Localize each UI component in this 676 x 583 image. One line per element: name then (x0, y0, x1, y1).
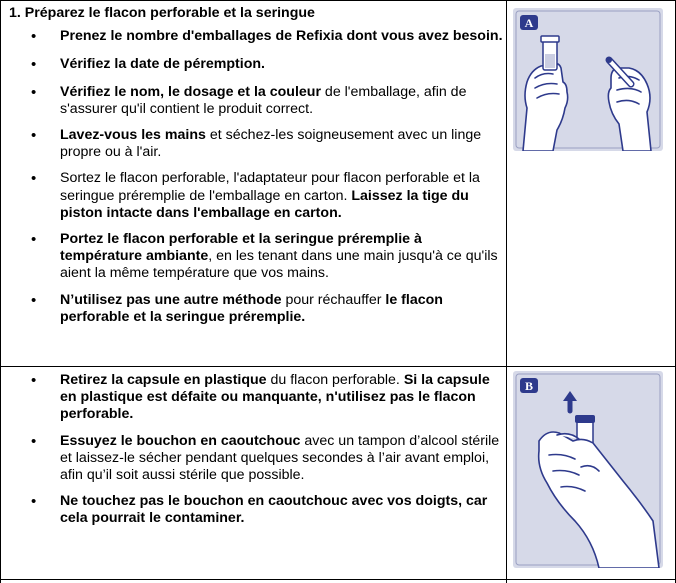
figure-b (513, 371, 663, 568)
bullet-text: Prenez le nombre d'emballages de Refixia dont vous avez besoin. (60, 28, 503, 45)
bullet-text-bold: Essuyez le bouchon en caoutchouc (60, 432, 301, 449)
bullet-text: Vérifiez la date de péremption. (60, 56, 265, 73)
bullet-text: Sortez le flacon perforable, l'adaptateur pour flacon perforable et la seringue préremplie de l'emballage en carton. (60, 170, 480, 204)
list-item (9, 28, 504, 45)
bullet-text-bold: Laissez la tige du piston intacte dans l'emballage en carton. (60, 187, 469, 221)
bullet-text: , en les tenant dans une main jusqu'à ce qu'ils aient la même température que vos mains. (60, 248, 498, 282)
list-item (9, 56, 504, 73)
list-item (9, 493, 504, 527)
row-divider (0, 366, 676, 367)
bullet-text-bold: Portez le flacon perforable et la seringue préremplie à température ambiante (60, 231, 422, 265)
bullet-text-bold: le flacon perforable et la seringue préremplie. (60, 291, 443, 325)
section-1-bullets (9, 28, 504, 326)
list-item (9, 433, 504, 485)
figure-a (513, 8, 663, 151)
bullet-text: pour réchauffer (281, 291, 386, 308)
bullet-text: de l'emballage, afin de s'assurer qu'il contient le produit correct. (60, 83, 467, 117)
list-item (9, 84, 504, 118)
bullet-text-bold: N’utilisez pas une autre méthode (60, 291, 282, 308)
bullet-text-bold: Retirez la capsule en plastique (60, 372, 267, 388)
figure-label: B (524, 379, 534, 393)
bullet-text: avec un tampon d’alcool stérile et laissez-le sécher pendant quelques secondes à l’air avant emploi, afin qu’il soit aussi stérile que possible. (60, 432, 500, 484)
list-item (9, 170, 504, 222)
bullet-text-bold: Ne touchez pas le bouchon en caoutchouc avec vos doigts, car cela pourrait le contaminer. (60, 493, 488, 527)
figure-label: A (524, 16, 534, 30)
list-item (9, 231, 504, 283)
bullet-text-bold: Lavez-vous les mains (60, 127, 206, 144)
section-2-bullets (9, 372, 504, 528)
bullet-text-bold: Si la capsule en plastique est défaite ou manquante, n'utilisez pas le flacon perforable. (60, 372, 490, 423)
column-divider (506, 0, 507, 583)
row-divider-bottom (0, 579, 676, 580)
list-item (9, 127, 504, 161)
section-title: 1. Préparez le flacon perforable et la seringue (9, 5, 315, 21)
bullet-text-bold: Vérifiez le nom, le dosage et la couleur (60, 83, 321, 100)
section-1-text (9, 5, 504, 326)
vial-icon (541, 36, 559, 70)
hand-removing-cap-illustration (513, 371, 663, 568)
table-border-top (0, 0, 676, 1)
list-item (9, 372, 504, 424)
hands-holding-vial-and-syringe-illustration (513, 8, 663, 151)
table-border-left (0, 0, 1, 583)
bullet-text: et séchez-les soigneusement avec un linge propre ou à l'air. (60, 127, 482, 161)
bullet-text: du flacon perforable. (266, 372, 404, 388)
section-2-text (9, 372, 504, 528)
list-item (9, 292, 504, 326)
